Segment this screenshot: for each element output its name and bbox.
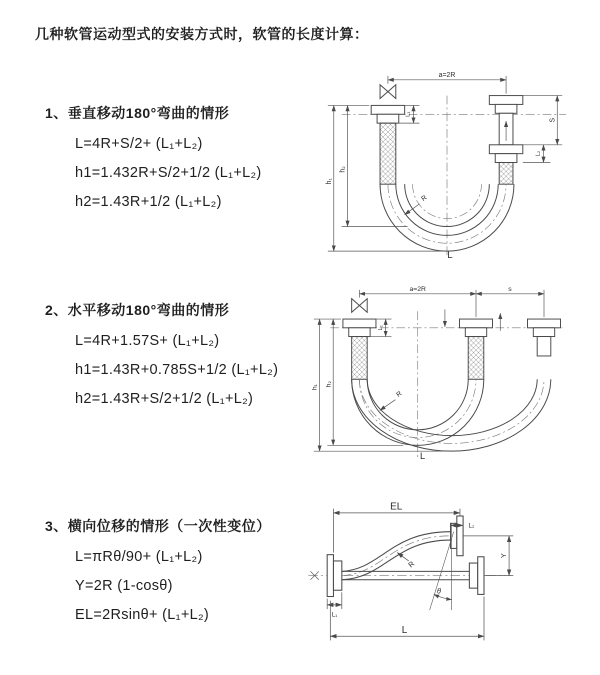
formula-line: L=πRθ/90+ (L₁+L₂)	[75, 549, 203, 565]
left-hose-assembly	[371, 105, 404, 184]
dimension-h1	[312, 319, 452, 451]
formula-line: h1=1.432R+S/2+1/2 (L₁+L₂)	[75, 165, 262, 181]
valve-icon	[352, 299, 368, 313]
dim-label-l-bottom: L	[447, 250, 453, 260]
dim-label-h2: h₂	[339, 166, 347, 173]
dim-label-r: R	[420, 194, 429, 204]
hose-u-bend-arcs-position2	[352, 379, 551, 451]
page-title: 几种软管运动型式的安装方式时，软管的长度计算：	[35, 26, 369, 42]
dim-label-r: R	[395, 390, 404, 399]
dim-label-l-bottom: L	[420, 450, 426, 461]
dim-label-h1: h₁	[325, 178, 333, 185]
dim-label-s: S	[549, 117, 557, 123]
dim-label-y: Y	[498, 553, 508, 559]
dim-label-l2: L₂	[468, 522, 475, 530]
displaced-hose-curve	[342, 516, 463, 580]
section-3	[45, 516, 271, 623]
formula-line: Y=2R (1-cosθ)	[75, 578, 173, 594]
dimension-l-bottom	[330, 597, 484, 641]
dim-label-el: EL	[390, 501, 403, 513]
section-1	[45, 103, 262, 210]
radius-callout	[405, 194, 429, 214]
middle-hose-assembly	[459, 319, 492, 379]
dimension-el	[333, 502, 460, 553]
dim-label-l1: L₁	[331, 611, 338, 619]
formula-line: L=4R+1.57S+ (L₁+L₂)	[75, 333, 220, 349]
dim-label-a2r: a=2R	[409, 285, 426, 293]
formula-line: h1=1.43R+0.785S+1/2 (L₁+L₂)	[75, 362, 279, 378]
section-2-heading: 2、水平移动180°弯曲的情形	[45, 302, 230, 318]
dim-label-theta: θ	[437, 586, 442, 596]
dim-label-h1: h₁	[311, 384, 319, 391]
centerlines	[339, 96, 566, 257]
diagram-horizontal-180-bend	[306, 282, 578, 462]
dim-label-a2r: a=2R	[438, 71, 456, 79]
left-hose-assembly	[343, 319, 376, 379]
dim-label-l: L	[401, 625, 408, 637]
dimension-stroke-s	[476, 286, 544, 294]
dim-label-s: s	[508, 285, 512, 293]
dim-label-r: R	[406, 559, 417, 570]
dimension-l2	[523, 145, 551, 163]
radius-callout	[380, 390, 404, 410]
section-3-heading: 3、横向位移的情形（一次性变位）	[45, 518, 271, 534]
section-1-heading: 1、垂直移动180°弯曲的情形	[45, 105, 230, 121]
valve-icon	[380, 85, 396, 99]
formula-line: h2=1.43R+S/2+1/2 (L₁+L₂)	[75, 391, 254, 407]
left-flange	[327, 555, 342, 597]
diagram-lateral-displacement	[300, 500, 530, 647]
right-hose-assembly	[489, 96, 522, 185]
dim-label-h2: h₂	[325, 380, 333, 388]
moved-hose-assembly	[527, 319, 560, 356]
dim-label-l1: L₁	[405, 111, 412, 117]
dimension-a2r	[388, 72, 506, 94]
formula-line: L=4R+S/2+ (L₁+L₂)	[75, 136, 203, 152]
dim-label-l1: L₁	[377, 325, 384, 331]
radius-callout	[397, 553, 416, 570]
dimension-a2r	[359, 286, 544, 317]
diagram-vertical-180-bend	[314, 68, 580, 260]
dimension-s	[523, 96, 562, 145]
section-2	[45, 300, 278, 407]
formula-line: h2=1.43R+1/2 (L₁+L₂)	[75, 194, 222, 210]
formula-line: EL=2Rsinθ+ (L₁+L₂)	[75, 607, 210, 623]
dim-label-l2: L₂	[535, 150, 542, 157]
